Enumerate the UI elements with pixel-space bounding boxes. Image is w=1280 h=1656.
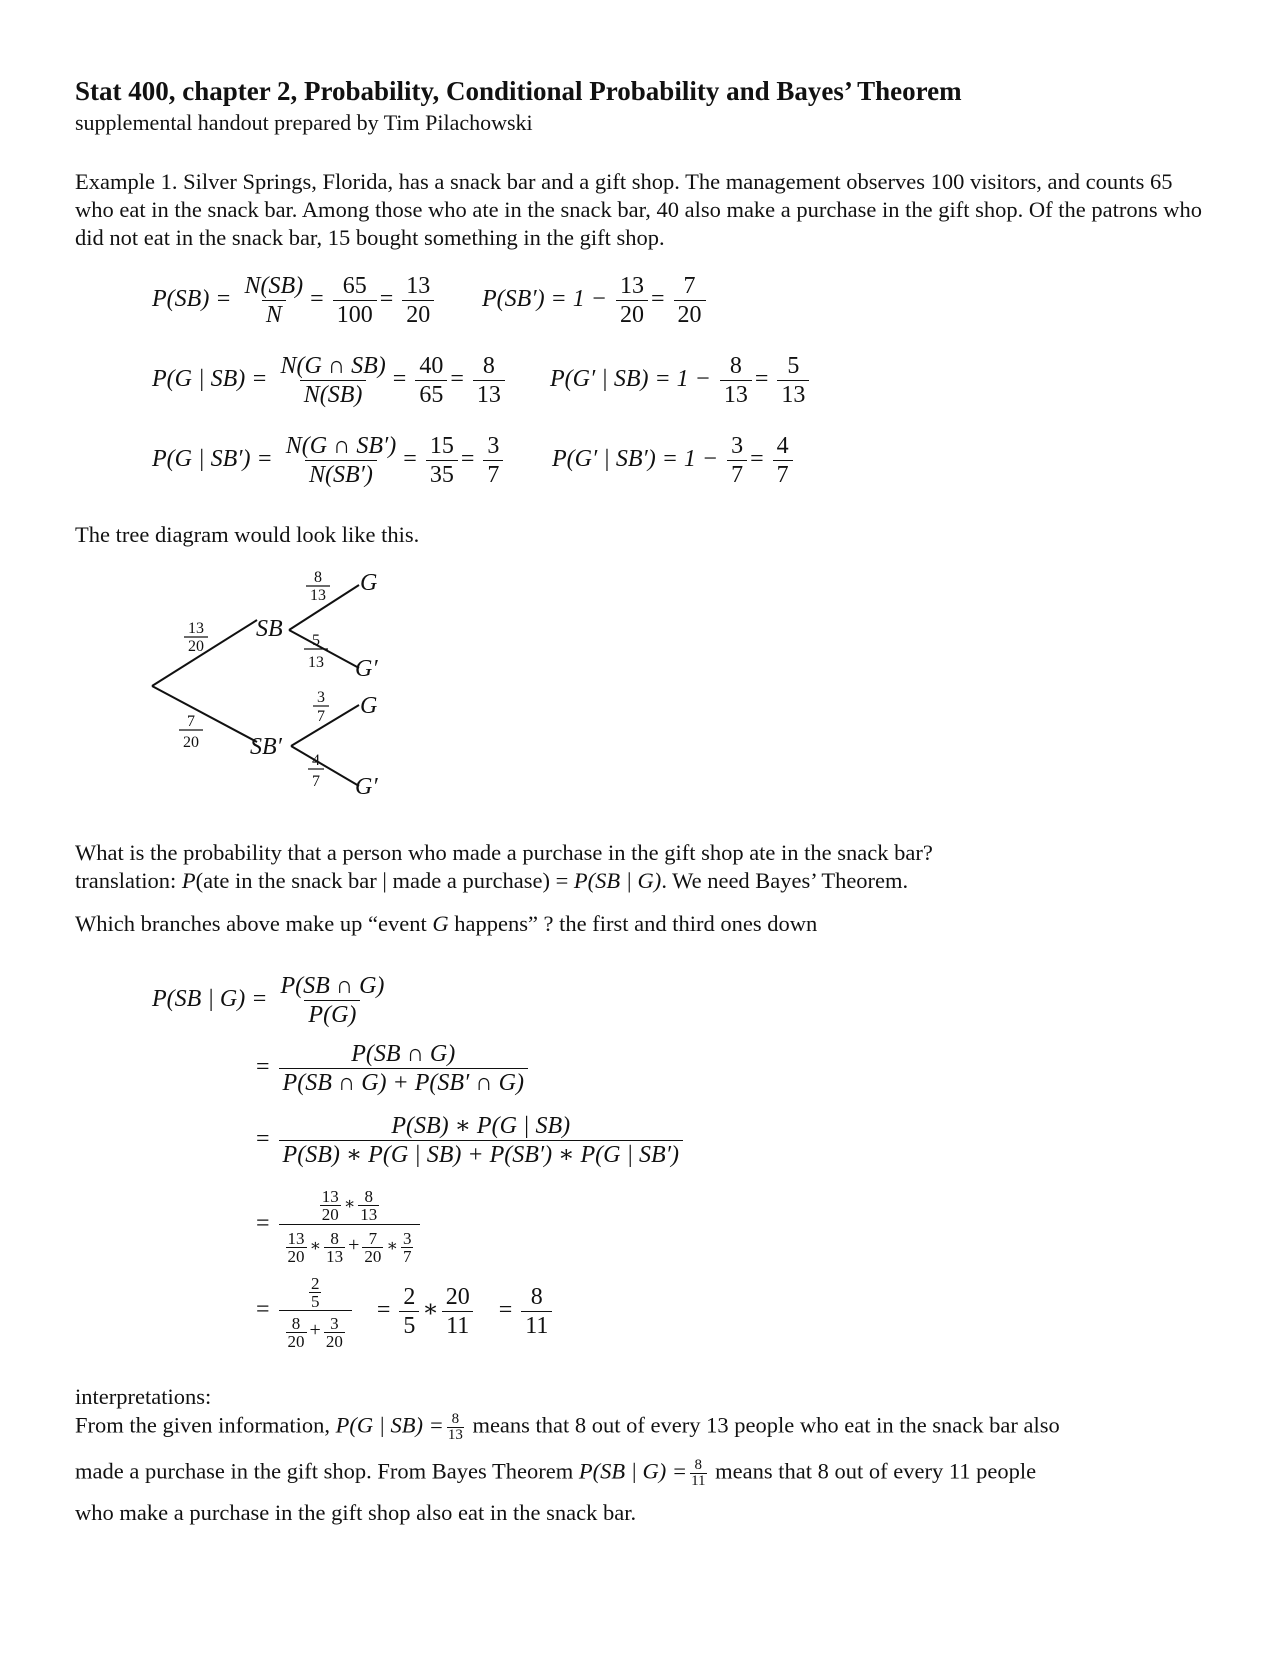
- fraction: $\frac{N(G \cap SB')}{N(SB')}$: [285, 433, 397, 488]
- fraction: $\frac{2}{5}$: [399, 1283, 419, 1340]
- interpretations-heading: interpretations:: [75, 1384, 212, 1409]
- branch-g-given-sbc: [291, 705, 359, 746]
- fraction: $\frac{8}{13}$: [473, 352, 505, 409]
- tree-diagram: [0, 0, 600, 820]
- compound-fraction: $\frac{2}{5}$ $\frac{8}{20}$ + $\frac{3}{20}$: [279, 1272, 352, 1350]
- label-p-sbc-den: 20: [183, 734, 199, 751]
- fraction: $\frac{13}{20}$: [402, 272, 434, 329]
- bayes-line-4: = $\frac{13}{20}$ ∗ $\frac{8}{13}$ $\frac{13}{20}$ ∗ $\frac{8}{13}$ + $\frac{7}{20}$ ∗ $\frac{3}{7}$: [256, 1184, 423, 1266]
- fraction: $\frac{P(SB \cap G)}{P(SB \cap G) + P(SB' \cap G)}$: [279, 1040, 528, 1097]
- branch-sb: [152, 620, 257, 686]
- fraction: $\frac{N(G \cap SB)}{N(SB)}$: [280, 353, 386, 408]
- fraction: $\frac{20}{11}$: [442, 1283, 474, 1340]
- fraction: $\frac{N(SB)}{N}$: [244, 273, 304, 328]
- fraction: $\frac{15}{35}$: [426, 432, 458, 489]
- formula-p-sb: P(SB) = $\frac{N(SB)}{N}$ = $\frac{65}{100}$ = $\frac{13}{20}$: [152, 272, 437, 329]
- label-p-g-sb-num: 8: [314, 569, 322, 586]
- interpretation-line-3: who make a purchase in the gift shop also eat in the snack bar.: [75, 1500, 637, 1525]
- page-title: Stat 400, chapter 2, Probability, Conditional Probability and Bayes’ Theorem: [75, 76, 962, 106]
- label-p-gc-sb-num: 5: [312, 632, 320, 649]
- formula-p-g-given-sbc: P(G | SB′) = $\frac{N(G \cap SB')}{N(SB')}$ = $\frac{15}{35}$ = $\frac{3}{7}$: [152, 432, 506, 489]
- example-text: Example 1. Silver Springs, Florida, has a snack bar and a gift shop. The management observes 100 visitors, and counts 65 who eat in the snack bar. Among those who ate in the snack bar, 40 also make a purchase in the gift shop. Of the patrons who did not eat in the snack bar, 15 bought something in the gift shop.: [75, 169, 1202, 250]
- node-g-bottom: G: [360, 693, 378, 719]
- fraction: $\frac{7}{20}$: [674, 272, 706, 329]
- compound-fraction: $\frac{13}{20}$ ∗ $\frac{8}{13}$ $\frac{13}{20}$ ∗ $\frac{8}{13}$ + $\frac{7}{20}$ ∗ $\frac{3}{7}$: [279, 1184, 421, 1266]
- fraction: $\frac{3}{7}$: [483, 432, 503, 489]
- question-line-2: translation: P(ate in the snack bar | made a purchase) = P(SB | G). We need Bayes’ Theorem.: [75, 868, 909, 893]
- label-p-g-sb-den: 13: [310, 587, 326, 604]
- branch-gc-given-sbc: [291, 746, 359, 786]
- label-p-g-sbc-den: 7: [317, 708, 325, 725]
- fraction: $\frac{65}{100}$: [333, 272, 377, 329]
- formula-p-sb-complement: P(SB′) = 1 − $\frac{13}{20}$ = $\frac{7}{20}$: [482, 272, 709, 329]
- lhs: P(SB) =: [152, 286, 232, 313]
- formula-p-g-given-sb: P(G | SB) = $\frac{N(G \cap SB)}{N(SB)}$ = $\frac{40}{65}$ = $\frac{8}{13}$: [152, 352, 508, 409]
- node-gc-bottom: G′: [355, 774, 378, 800]
- label-p-sbc-num: 7: [187, 713, 195, 730]
- fraction: $\frac{P(SB \cap G)}{P(G)}$: [280, 973, 385, 1028]
- fraction: $\frac{8}{13}$: [720, 352, 752, 409]
- formula-p-gc-given-sb: P(G′ | SB) = 1 − $\frac{8}{13}$ = $\frac{5}{13}$: [550, 352, 812, 409]
- fraction: $\frac{5}{13}$: [777, 352, 809, 409]
- fraction: $\frac{8}{11}$: [521, 1283, 552, 1340]
- fraction: $\frac{3}{7}$: [727, 432, 747, 489]
- label-p-gc-sb-den: 13: [308, 654, 324, 671]
- label-p-sb-den: 20: [188, 638, 204, 655]
- label-p-gc-sbc-den: 7: [312, 773, 320, 790]
- fraction: $\frac{P(SB) ∗ P(G | SB)}{P(SB) ∗ P(G | SB) + P(SB') ∗ P(G | SB')}$: [279, 1112, 683, 1169]
- interpretation-line-2: made a purchase in the gift shop. From Bayes Theorem P(SB | G) = $\frac{8}{11}$ means that 8 out of every 11 people: [75, 1457, 1037, 1489]
- label-p-gc-sbc-num: 4: [312, 752, 320, 769]
- branch-sbc: [152, 686, 257, 742]
- label-p-sb-num: 13: [188, 620, 204, 637]
- page-subtitle: supplemental handout prepared by Tim Pilachowski: [75, 110, 533, 135]
- question-line-1: What is the probability that a person who made a purchase in the gift shop ate in the snack bar?: [75, 840, 933, 865]
- fraction: $\frac{40}{65}$: [415, 352, 447, 409]
- label-p-g-sbc-num: 3: [317, 689, 325, 706]
- node-sbc: SB′: [250, 734, 282, 760]
- formula-p-gc-given-sbc: P(G′ | SB′) = 1 − $\frac{3}{7}$ = $\frac{4}{7}$: [552, 432, 796, 489]
- tree-svg: [0, 0, 600, 820]
- node-gc-top: G′: [355, 656, 378, 682]
- node-g-top: G: [360, 570, 378, 596]
- node-sb: SB: [256, 616, 283, 642]
- bayes-line-5: = $\frac{2}{5}$ $\frac{8}{20}$ + $\frac{3}{20}$ = $\frac{2}{5}$ ∗ $\frac{20}{11}$ = $\frac{8}{11}$: [256, 1272, 555, 1350]
- bayes-line-1: P(SB | G) = $\frac{P(SB \cap G)}{P(G)}$: [152, 972, 391, 1029]
- interpretation-line-1: From the given information, P(G | SB) = $\frac{8}{13}$ means that 8 out of every 13 people who eat in the snack bar also: [75, 1411, 1060, 1443]
- question-line-3: Which branches above make up “event G happens” ? the first and third ones down: [75, 911, 818, 936]
- bayes-line-3: = $\frac{P(SB) ∗ P(G | SB)}{P(SB) ∗ P(G | SB) + P(SB') ∗ P(G | SB')}$: [256, 1112, 686, 1169]
- fraction: $\frac{13}{20}$: [616, 272, 648, 329]
- fraction: $\frac{4}{7}$: [773, 432, 793, 489]
- tree-intro: The tree diagram would look like this.: [75, 522, 420, 547]
- bayes-line-2: = $\frac{P(SB \cap G)}{P(SB \cap G) + P(SB' \cap G)}$: [256, 1040, 531, 1097]
